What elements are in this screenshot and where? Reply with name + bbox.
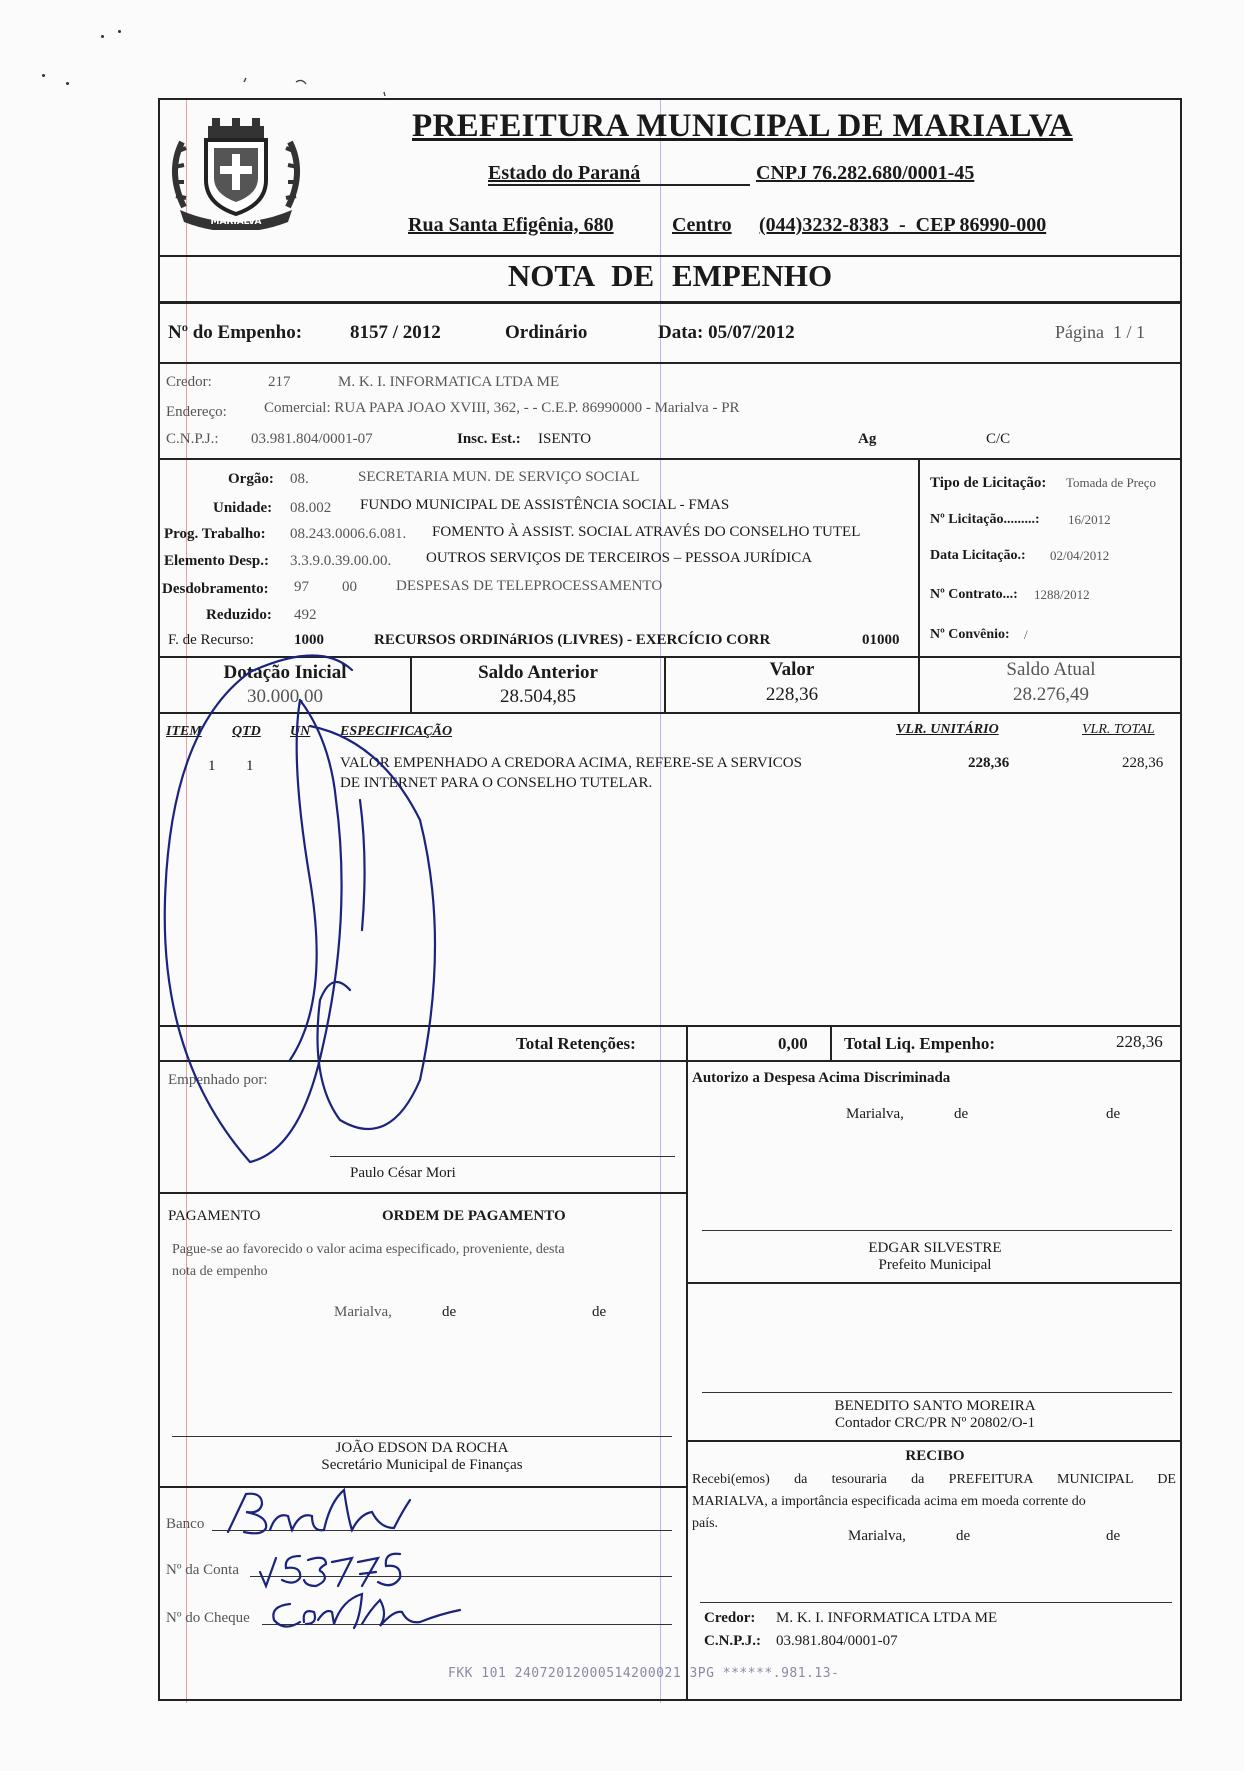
recibo-de1: de [956, 1528, 971, 1544]
empenho-date: Data: 05/07/2012 [658, 322, 795, 343]
total-retencoes-value: 0,00 [778, 1034, 808, 1053]
total-liq-value: 228,36 [1116, 1032, 1163, 1051]
orgao-code: 08. [290, 471, 309, 487]
saldo-atual-label: Saldo Atual [1006, 659, 1096, 680]
insc-label: Insc. Est.: [457, 431, 521, 447]
elem-code: 3.3.9.0.39.00.00. [290, 553, 392, 569]
secretario-title: Secretário Municipal de Finanças [321, 1457, 523, 1473]
divider [686, 1282, 1182, 1284]
data-licitacao-label: Data Licitação.: [930, 548, 1026, 563]
pagamento-label: PAGAMENTO [168, 1208, 261, 1224]
dotacao-value: 30.000,00 [247, 686, 323, 707]
empenho-type: Ordinário [505, 322, 588, 343]
header-phone-cep: (044)3232-8383 - CEP 86990-000 [759, 214, 1047, 236]
header-state: Estado do Paraná [488, 162, 641, 184]
prog-value: FOMENTO À ASSIST. SOCIAL ATRAVÉS DO CONSELHO TUTEL [432, 524, 861, 540]
contrato-value: 1288/2012 [1034, 587, 1090, 602]
endereco-label: Endereço: [166, 404, 227, 420]
orgao-value: SECRETARIA MUN. DE SERVIÇO SOCIAL [358, 469, 640, 485]
desd-label: Desdobramento: [162, 581, 269, 597]
empenhado-label: Empenhado por: [168, 1072, 268, 1088]
num-licitacao-label: Nº Licitação.........: [930, 512, 1040, 527]
doc-title: NOTA DE EMPENHO [507, 258, 833, 293]
budget-divider [918, 458, 920, 658]
recibo-cnpj-label: C.N.P.J.: [704, 1633, 761, 1649]
recibo-credor-label: Credor: [704, 1610, 756, 1626]
ordem-pagamento: ORDEM DE PAGAMENTO [382, 1208, 566, 1224]
item-qtd: 1 [246, 758, 254, 774]
divider [158, 1060, 1182, 1062]
banco-label: Banco [166, 1516, 205, 1532]
desd-value: DESPESAS DE TELEPROCESSAMENTO [396, 578, 663, 594]
total-liq-label: Total Liq. Empenho: [844, 1034, 995, 1053]
ag-label: Ag [858, 431, 877, 447]
reduzido-label: Reduzido: [206, 607, 272, 623]
autorizo-city: Marialva, [846, 1106, 904, 1122]
scan-speck [42, 74, 45, 77]
pagamento-text1: Pague-se ao favorecido o valor acima especificado, proveniente, desta [172, 1242, 565, 1257]
divider [158, 458, 1182, 460]
desd-code: 97 [294, 579, 309, 595]
insc-value: ISENTO [538, 431, 592, 447]
svg-text:MARIALVA: MARIALVA [210, 217, 262, 227]
tipo-licitacao-label: Tipo de Licitação: [930, 475, 1047, 491]
cheque-field-line [262, 1624, 672, 1625]
signature-line [330, 1156, 675, 1157]
contador-title: Contador CRC/PR Nº 20802/O-1 [834, 1415, 1036, 1431]
header-district: Centro [672, 214, 732, 236]
fonte-label: F. de Recurso: [168, 632, 254, 648]
recibo-cnpj-value: 03.981.804/0001-07 [776, 1633, 898, 1649]
creditor-cnpj-value: 03.981.804/0001-07 [251, 431, 373, 447]
signature-line [172, 1436, 672, 1437]
cc-label: C/C [986, 431, 1011, 447]
contrato-label: Nº Contrato...: [930, 587, 1018, 602]
col-especificacao: ESPECIFICAÇÃO [340, 724, 453, 739]
autorizo-de1: de [954, 1106, 969, 1122]
signature-line [700, 1602, 1172, 1603]
recibo-title: RECIBO [905, 1448, 965, 1464]
totals-divider [686, 1025, 688, 1061]
col-qtd: QTD [232, 724, 261, 739]
unidade-code: 08.002 [290, 500, 332, 516]
totals-divider [830, 1025, 832, 1061]
item-desc-line2: DE INTERNET PARA O CONSELHO TUTELAR. [340, 775, 653, 791]
empenho-label: Nº do Empenho: [168, 322, 303, 343]
pagamento-city: Marialva, [334, 1304, 392, 1320]
secretario-name: JOÃO EDSON DA ROCHA [335, 1440, 509, 1456]
recibo-line2: MARIALVA, a importância especificada acima em moeda corrente do [692, 1494, 1086, 1509]
saldo-anterior-value: 28.504,85 [500, 686, 576, 707]
unidade-value: FUNDO MUNICIPAL DE ASSISTÊNCIA SOCIAL - FMAS [360, 497, 730, 513]
pagamento-de1: de [442, 1304, 457, 1320]
credor-name: M. K. I. INFORMATICA LTDA ME [338, 374, 560, 390]
col-vlr-total: VLR. TOTAL [1082, 722, 1155, 737]
conta-label: Nº da Conta [166, 1562, 239, 1578]
data-licitacao-value: 02/04/2012 [1050, 548, 1110, 563]
divider [158, 301, 1182, 304]
divider [158, 656, 1182, 658]
scan-speck [118, 30, 121, 33]
tipo-licitacao-value: Tomada de Preço [1066, 475, 1157, 490]
prefeito-title: Prefeito Municipal [878, 1257, 992, 1273]
prog-label: Prog. Trabalho: [164, 526, 266, 542]
autorizo-de2: de [1106, 1106, 1121, 1122]
reduzido-value: 492 [294, 607, 317, 623]
item-desc-line1: VALOR EMPENHADO A CREDORA ACIMA, REFERE-SE A SERVICOS [340, 755, 802, 771]
divider [158, 1486, 686, 1488]
banco-field-line [212, 1530, 672, 1531]
orgao-label: Orgão: [228, 471, 274, 487]
credor-code: 217 [268, 374, 291, 390]
autorizo-text: Autorizo a Despesa Acima Discriminada [692, 1070, 951, 1086]
header-address: Rua Santa Efigênia, 680 [408, 214, 614, 236]
elem-value: OUTROS SERVIÇOS DE TERCEIROS – PESSOA JURÍDICA [426, 550, 813, 566]
divider [158, 712, 1182, 714]
scan-speck [66, 82, 69, 85]
recibo-line3: país. [692, 1516, 719, 1531]
signature-line [702, 1230, 1172, 1231]
col-item: ITEM [166, 724, 202, 739]
divider [158, 1025, 1182, 1027]
unidade-label: Unidade: [213, 500, 273, 516]
total-retencoes-label: Total Retenções: [516, 1034, 636, 1053]
item-number: 1 [208, 758, 216, 774]
col-un: UN [290, 724, 311, 739]
creditor-cnpj-label: C.N.P.J.: [166, 431, 219, 447]
endereco-value: Comercial: RUA PAPA JOAO XVIII, 362, - - C.E.P. 86990000 - Marialva - PR [264, 400, 740, 416]
item-vlr-total: 228,36 [1122, 755, 1164, 771]
item-vlr-unit: 228,36 [968, 755, 1010, 771]
credor-label: Credor: [166, 374, 212, 390]
fonte-code2: 01000 [862, 632, 900, 648]
coat-of-arms-icon [162, 112, 310, 230]
page-number: Página 1 / 1 [1055, 322, 1145, 342]
divider [158, 255, 1182, 257]
convenio-label: Nº Convênio: [930, 627, 1010, 642]
num-licitacao-value: 16/2012 [1068, 512, 1111, 527]
empenhado-name: Paulo César Mori [350, 1165, 456, 1181]
fonte-code: 1000 [294, 632, 324, 648]
divider [686, 1440, 1182, 1442]
contador-name: BENEDITO SANTO MOREIRA [834, 1398, 1036, 1414]
dotacao-label: Dotação Inicial [223, 662, 347, 683]
divider [158, 362, 1182, 364]
page-title: PREFEITURA MUNICIPAL DE MARIALVA [412, 108, 1073, 144]
cheque-label: Nº do Cheque [166, 1610, 250, 1626]
col-vlr-unitario: VLR. UNITÁRIO [896, 722, 999, 737]
header-cnpj: CNPJ 76.282.680/0001-45 [756, 162, 975, 184]
scan-speck [101, 35, 104, 38]
divider [158, 1192, 686, 1194]
pagamento-text2: nota de empenho [172, 1264, 268, 1279]
header-state-line [488, 184, 750, 186]
valor-label: Valor [769, 659, 815, 680]
prog-code: 08.243.0006.6.081. [290, 526, 407, 542]
fonte-value: RECURSOS ORDINáRIOS (LIVRES) - EXERCÍCIO CORR [374, 632, 771, 648]
signature-divider [686, 1060, 688, 1701]
prefeito-name: EDGAR SILVESTRE [868, 1240, 1002, 1256]
recibo-de2: de [1106, 1528, 1121, 1544]
recibo-city: Marialva, [848, 1528, 906, 1544]
convenio-value: / [1024, 627, 1028, 642]
conta-field-line [250, 1576, 672, 1577]
empenho-number: 8157 / 2012 [350, 322, 441, 343]
valor-value: 228,36 [765, 684, 819, 705]
recibo-line1: Recebi(emos) da tesouraria da PREFEITURA MUNICIPAL DE [692, 1472, 1176, 1487]
saldo-atual-value: 28.276,49 [1013, 684, 1089, 705]
elem-label: Elemento Desp.: [164, 553, 269, 569]
recibo-credor-value: M. K. I. INFORMATICA LTDA ME [776, 1610, 998, 1626]
saldo-anterior-label: Saldo Anterior [478, 662, 598, 683]
desd-code2: 00 [342, 579, 357, 595]
pagamento-de2: de [592, 1304, 607, 1320]
footer-code: FKK 101 24072012000514200021 3PG ******.981.13- [448, 1666, 840, 1681]
signature-line [702, 1392, 1172, 1393]
